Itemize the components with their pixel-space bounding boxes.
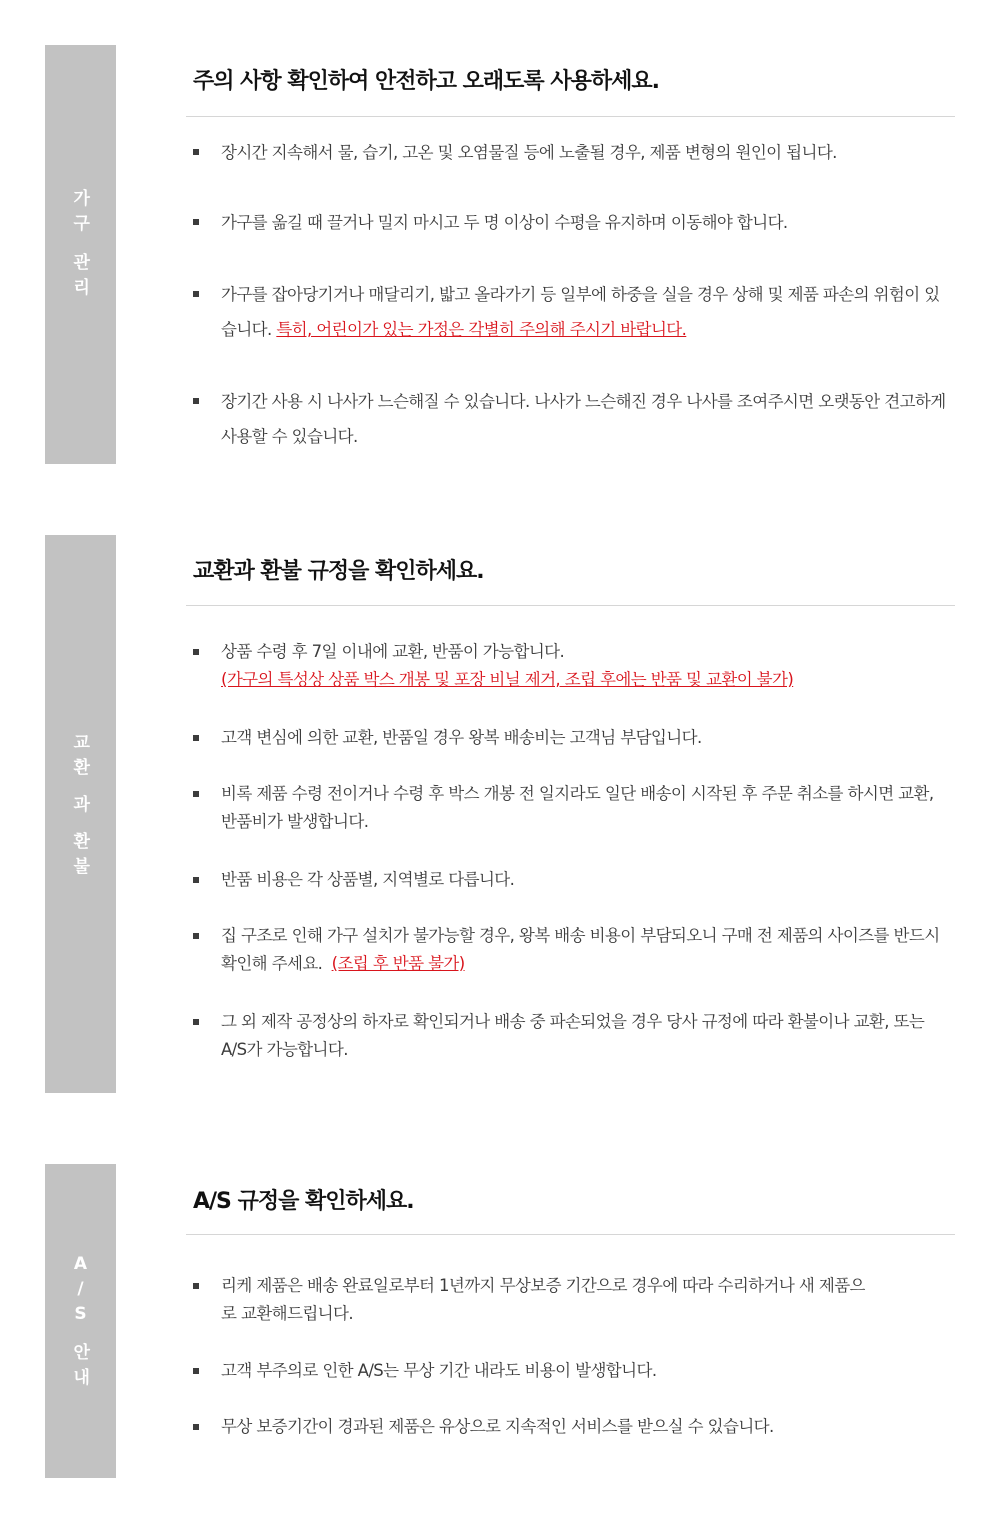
item-text: 반품 비용은 각 상품별, 지역별로 다릅니다. bbox=[221, 870, 515, 889]
list-item bbox=[193, 1357, 953, 1385]
list-item bbox=[193, 922, 953, 978]
list-item bbox=[193, 277, 953, 347]
furniture-care-side-tab bbox=[45, 45, 116, 464]
item-text: 고객 부주의로 인한 A/S는 무상 기간 내라도 비용이 발생합니다. bbox=[221, 1361, 657, 1380]
item-text: 가구를 잡아당기거나 매달리기, 밟고 올라가기 등 일부에 하중을 실을 경우 상해 및 제품 파손의 위험이 있습니다. bbox=[221, 285, 940, 339]
bullet-icon bbox=[193, 1283, 199, 1289]
warning-text: (가구의 특성상 상품 박스 개봉 및 포장 비닐 제거, 조립 후에는 반품 및 교환이 불가) bbox=[221, 670, 794, 689]
side-label-as bbox=[45, 1252, 116, 1391]
list-item bbox=[193, 866, 953, 894]
side-label-exchange bbox=[45, 731, 116, 880]
list-item bbox=[193, 638, 953, 694]
heading-divider bbox=[186, 605, 955, 606]
bullet-icon bbox=[193, 1424, 199, 1430]
bullet-icon bbox=[193, 649, 199, 655]
side-label-part: 과 bbox=[73, 795, 90, 815]
bullet-icon bbox=[193, 933, 199, 939]
list-item bbox=[193, 1272, 953, 1328]
item-text: 가구를 옮길 때 끌거나 밀지 마시고 두 명 이상이 수평을 유지하며 이동해야 합니다. bbox=[221, 213, 788, 232]
side-label-furniture bbox=[45, 187, 116, 301]
item-text: 그 외 제작 공정상의 하자로 확인되거나 배송 중 파손되었을 경우 당사 규정에 따라 환불이나 교환, 또는 A/S가 가능합니다. bbox=[221, 1012, 925, 1059]
item-text: 장기간 사용 시 나사가 느슨해질 수 있습니다. 나사가 느슨해진 경우 나사를 조여주시면 오랫동안 견고하게 사용할 수 있습니다. bbox=[221, 392, 946, 446]
section-heading: 교환과 환불 규정을 확인하세요. bbox=[193, 559, 484, 584]
side-label-part: 환 불 bbox=[73, 832, 90, 877]
list-item bbox=[193, 1008, 953, 1064]
bullet-icon bbox=[193, 291, 199, 297]
list-item bbox=[193, 135, 953, 170]
list-item bbox=[193, 205, 953, 240]
item-text: 리케 제품은 배송 완료일로부터 1년까지 무상보증 기간으로 경우에 따라 수리하거나 새 제품으로 교환해드립니다. bbox=[221, 1276, 865, 1323]
item-text: 장시간 지속해서 물, 습기, 고온 및 오염물질 등에 노출될 경우, 제품 변형의 원인이 됩니다. bbox=[221, 143, 837, 162]
list-item bbox=[193, 384, 953, 454]
bullet-icon bbox=[193, 791, 199, 797]
heading-divider bbox=[186, 1234, 955, 1235]
bullet-icon bbox=[193, 1368, 199, 1374]
item-text: 상품 수령 후 7일 이내에 교환, 반품이 가능합니다. bbox=[221, 642, 565, 661]
exchange-refund-side-tab bbox=[45, 535, 116, 1093]
bullet-icon bbox=[193, 398, 199, 404]
list-item bbox=[193, 1413, 953, 1441]
bullet-icon bbox=[193, 735, 199, 741]
list-item bbox=[193, 780, 953, 836]
side-label-part: A / S bbox=[73, 1254, 88, 1324]
warning-text: (조립 후 반품 불가) bbox=[331, 954, 465, 973]
side-label-part: 안 내 bbox=[73, 1343, 90, 1388]
as-guide-side-tab bbox=[45, 1164, 116, 1478]
item-text: 고객 변심에 의한 교환, 반품일 경우 왕복 배송비는 고객님 부담입니다. bbox=[221, 728, 702, 747]
bullet-icon bbox=[193, 1019, 199, 1025]
side-label-part: 가 구 bbox=[73, 189, 90, 234]
heading-divider bbox=[186, 116, 955, 117]
bullet-icon bbox=[193, 149, 199, 155]
bullet-icon bbox=[193, 877, 199, 883]
item-text: 무상 보증기간이 경과된 제품은 유상으로 지속적인 서비스를 받으실 수 있습니다. bbox=[221, 1417, 774, 1436]
bullet-icon bbox=[193, 219, 199, 225]
warning-text: 특히, 어린이가 있는 가정은 각별히 주의해 주시기 바랍니다. bbox=[276, 320, 687, 339]
item-text: 집 구조로 인해 가구 설치가 불가능할 경우, 왕복 배송 비용이 부담되오니 구매 전 제품의 사이즈를 반드시 확인해 주세요. bbox=[221, 926, 940, 973]
list-item bbox=[193, 724, 953, 752]
item-text: 비록 제품 수령 전이거나 수령 후 박스 개봉 전 일지라도 일단 배송이 시작된 후 주문 취소를 하시면 교환, 반품비가 발생합니다. bbox=[221, 784, 934, 831]
section-heading: A/S 규정을 확인하세요. bbox=[193, 1189, 414, 1214]
section-heading: 주의 사항 확인하여 안전하고 오래도록 사용하세요. bbox=[193, 69, 659, 94]
side-label-part: 관 리 bbox=[73, 253, 90, 298]
side-label-part: 교 환 bbox=[73, 733, 90, 778]
